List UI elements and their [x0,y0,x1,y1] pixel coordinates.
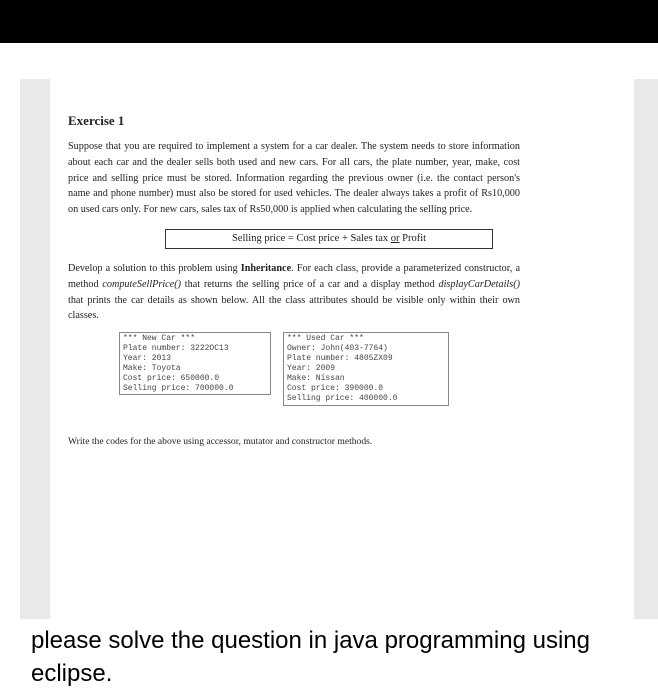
formula-or: or [390,232,400,244]
dev-method-compute: computeSellPrice() [102,278,181,290]
question-text: please solve the question in java programming using eclipse. [31,627,590,687]
dev-inheritance: Inheritance [240,262,292,274]
new-car-line: Make: Toyota [123,364,181,374]
used-car-line: *** Used Car *** [287,334,364,344]
new-car-output [119,332,271,395]
used-car-line: Year: 2009 [287,364,336,374]
closing-instruction: Write the codes for the above using accessor, mutator and constructor methods. [68,436,373,448]
used-car-line: Make: Nissan [287,374,345,384]
formula-suffix: Profit [402,232,427,244]
document-right-margin [634,79,658,619]
dev-method-display: displayCarDetails() [438,278,520,290]
screenshot-frame [0,43,658,700]
used-car-output [283,332,449,406]
sample-outputs [68,332,520,412]
develop-paragraph [68,261,520,324]
used-car-line: Owner: John(403-7764) [287,344,388,354]
document-left-margin [20,79,50,619]
used-car-line: Plate number: 4805ZX09 [287,354,393,364]
dev-text-4: that prints the car details as shown below. All the class attributes should be visible only within their own classes. [68,294,520,322]
new-car-line: Cost price: 650000.0 [123,374,220,384]
new-car-line: Year: 2013 [123,354,172,364]
used-car-line: Selling price: 400000.0 [287,394,398,404]
exercise-content [68,113,520,447]
dev-text-2: . For each class, provide a parameterized constructor, a method [68,262,520,290]
dev-text-3: that returns the selling price of a car and a display method [181,278,439,290]
used-car-line: Cost price: 390000.0 [287,384,384,394]
intro-paragraph: Suppose that you are required to implement a system for a car dealer. The system needs to store information about each car and the dealer sells both used and new cars. For all cars, the plate number, year, make, cost price and selling price must be stored. Information regarding the previous owner (i.e. the contact person's name and phone number) must also be stored for used vehicles. The dealer always takes a profit of Rs10,000 on used cars only. For new cars, sales tax of Rs50,000 is applied when calculating the selling price. [68,141,520,216]
new-car-line: Selling price: 700000.0 [123,384,234,394]
selling-price-formula [165,229,493,249]
dev-text-1: Develop a solution to this problem using [68,262,241,274]
new-car-line: *** New Car *** [123,334,196,344]
formula-prefix: Selling price = Cost price + Sales tax [231,232,389,244]
new-car-line: Plate number: 3222OC13 [123,344,229,354]
exercise-title: Exercise 1 [68,113,125,128]
